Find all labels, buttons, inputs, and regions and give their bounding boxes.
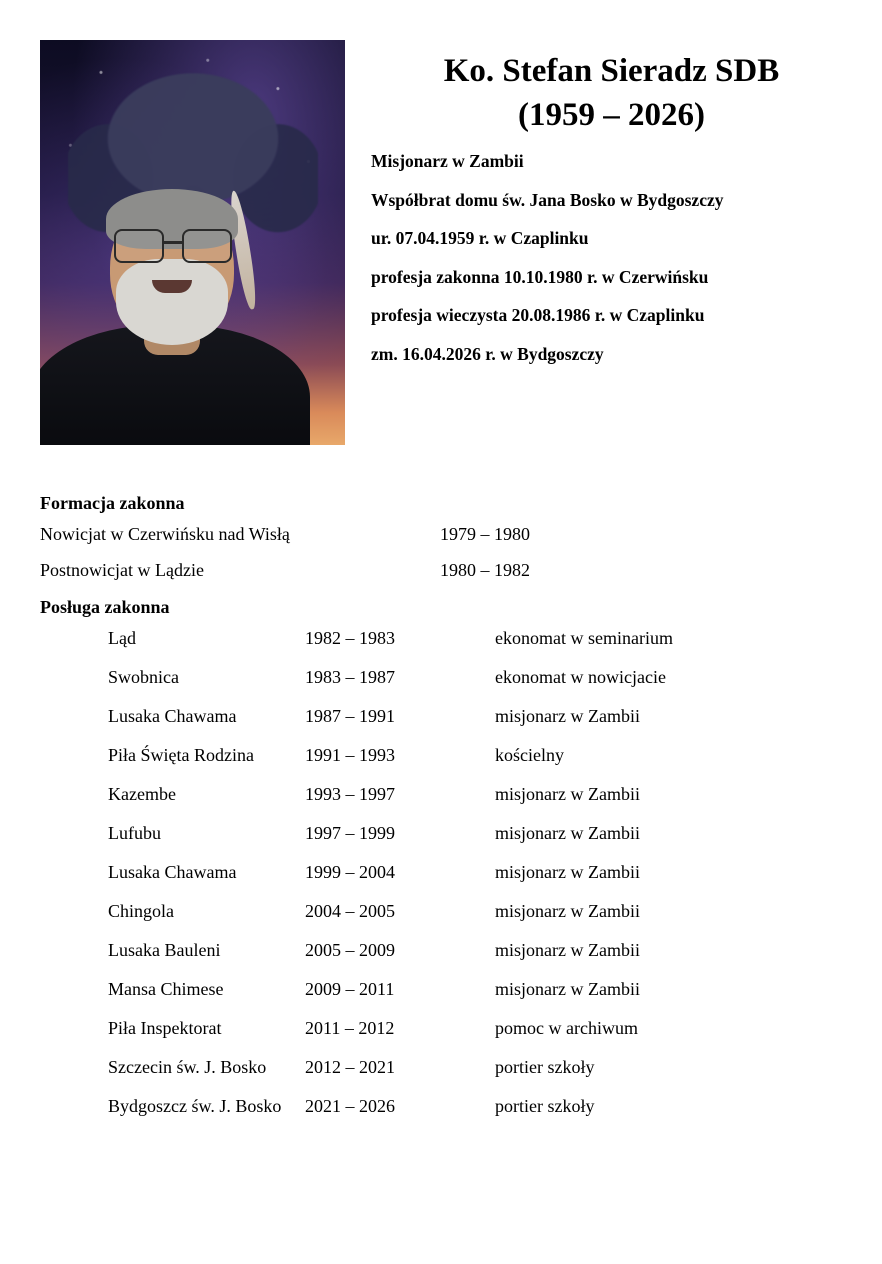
portrait-photo [40,40,345,445]
service-years: 2011 – 2012 [305,1018,395,1038]
service-place: Lusaka Chawama [108,862,237,882]
meta-line-community: Współbrat domu św. Jana Bosko w Bydgoszczy [371,189,724,210]
table-row [40,980,852,998]
service-years: 1999 – 2004 [305,862,395,882]
service-years: 2005 – 2009 [305,940,395,960]
service-years: 1991 – 1993 [305,745,395,765]
glasses-bridge [162,241,184,244]
service-place: Piła Święta Rodzina [108,745,254,765]
service-place: Swobnica [108,667,179,687]
meta-line-perpetual-profession: profesja wieczysta 20.08.1986 r. w Czaplinku [371,305,705,326]
meta-line-birth: ur. 07.04.1959 r. w Czaplinku [371,228,589,249]
service-place: Piła Inspektorat [108,1018,222,1038]
meta-line-mission: Misjonarz w Zambii [371,151,524,172]
service-role: portier szkoły [495,1057,595,1077]
table-row [40,525,852,543]
service-years: 2012 – 2021 [305,1057,395,1077]
glasses-lens-left [114,229,164,263]
formation-years: 1980 – 1982 [440,560,530,580]
service-years: 2009 – 2011 [305,979,395,999]
glasses-icon [114,229,232,259]
table-row [40,707,852,725]
service-role: portier szkoły [495,1096,595,1116]
service-place: Lusaka Chawama [108,706,237,726]
service-role: kościelny [495,745,564,765]
service-role: misjonarz w Zambii [495,823,640,843]
service-role: misjonarz w Zambii [495,940,640,960]
formation-place: Nowicjat w Czerwińsku nad Wisłą [40,524,290,544]
table-row [40,1097,852,1115]
service-role: pomoc w archiwum [495,1018,638,1038]
table-row [40,746,852,764]
service-role: ekonomat w seminarium [495,628,673,648]
service-place: Kazembe [108,784,176,804]
service-role: misjonarz w Zambii [495,979,640,999]
service-role: misjonarz w Zambii [495,862,640,882]
formation-heading: Formacja zakonna [40,493,185,513]
table-row [40,902,852,920]
service-years: 2004 – 2005 [305,901,395,921]
service-role: misjonarz w Zambii [495,784,640,804]
service-role: misjonarz w Zambii [495,901,640,921]
meta-line-first-profession: profesja zakonna 10.10.1980 r. w Czerwińsku [371,266,709,287]
service-years: 1983 – 1987 [305,667,395,687]
formation-section [40,493,852,579]
service-role: ekonomat w nowicjacie [495,667,666,687]
service-years: 1993 – 1997 [305,784,395,804]
table-row [40,863,852,881]
header-block [40,40,852,445]
service-section [40,597,852,1115]
table-row [40,561,852,579]
service-role: misjonarz w Zambii [495,706,640,726]
page-title [371,50,852,137]
table-row [40,785,852,803]
glasses-lens-right [182,229,232,263]
service-heading: Posługa zakonna [40,597,170,617]
service-years: 1997 – 1999 [305,823,395,843]
service-place: Bydgoszcz św. J. Bosko [108,1096,282,1116]
formation-years: 1979 – 1980 [440,524,530,544]
service-place: Lufubu [108,823,161,843]
service-place: Ląd [108,628,136,648]
service-place: Lusaka Bauleni [108,940,221,960]
table-row [40,629,852,647]
portrait-person [40,175,300,445]
table-row [40,1019,852,1037]
table-row [40,1058,852,1076]
service-place: Mansa Chimese [108,979,224,999]
service-place: Szczecin św. J. Bosko [108,1057,267,1077]
table-row [40,941,852,959]
table-row [40,668,852,686]
meta-line-death: zm. 16.04.2026 r. w Bydgoszczy [371,343,604,364]
formation-place: Postnowicjat w Lądzie [40,560,204,580]
table-row [40,824,852,842]
service-place: Chingola [108,901,174,921]
page-title-line1: Ko. Stefan Sieradz SDB [443,53,780,89]
header-text-block [371,40,852,384]
service-years: 2021 – 2026 [305,1096,395,1116]
service-years: 1982 – 1983 [305,628,395,648]
beard-shape [116,259,228,345]
service-years: 1987 – 1991 [305,706,395,726]
page-title-line2: (1959 – 2026) [518,96,705,133]
